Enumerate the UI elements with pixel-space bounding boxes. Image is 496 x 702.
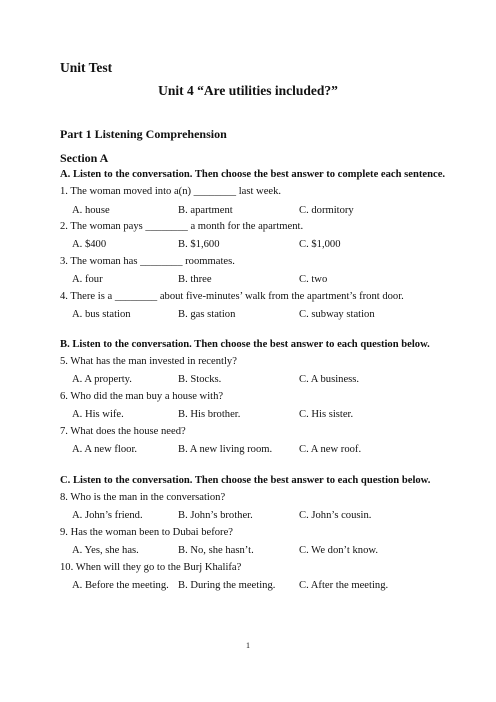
q10-option-a: A. Before the meeting. (72, 580, 169, 591)
q8-option-a: A. John’s friend. (72, 510, 143, 521)
instruction-b: B. Listen to the conversation. Then choose the best answer to each question below. (60, 339, 430, 350)
q2-option-a: A. $400 (72, 239, 107, 250)
q3-option-b: B. three (178, 274, 212, 285)
q5-option-a: A. A property. (72, 374, 132, 385)
q5-option-c: C. A business. (299, 374, 360, 385)
q8-option-c: C. John’s cousin. (299, 510, 372, 521)
q1-option-a: A. house (72, 205, 110, 216)
question-9: 9. Has the woman been to Dubai before? (60, 527, 233, 538)
unit-title: Unit 4 “Are utilities included?” (158, 83, 338, 98)
question-7: 7. What does the house need? (60, 426, 186, 437)
question-3: 3. The woman has ________ roommates. (60, 256, 235, 267)
question-8: 8. Who is the man in the conversation? (60, 492, 226, 503)
question-6: 6. Who did the man buy a house with? (60, 391, 224, 402)
page-number: 1 (246, 641, 250, 650)
q6-option-c: C. His sister. (299, 409, 354, 420)
doc-title: Unit Test (60, 60, 113, 75)
instruction-c: C. Listen to the conversation. Then choose the best answer to each question below. (60, 475, 431, 486)
instruction-a: A. Listen to the conversation. Then choose the best answer to complete each sentence. (60, 169, 446, 180)
q7-option-b: B. A new living room. (178, 444, 273, 455)
part-title: Part 1 Listening Comprehension (60, 127, 227, 141)
q5-option-b: B. Stocks. (178, 374, 222, 385)
q7-option-c: C. A new roof. (299, 444, 362, 455)
question-10: 10. When will they go to the Burj Khalifa? (60, 562, 242, 573)
q10-option-c: C. After the meeting. (299, 580, 389, 591)
q6-option-a: A. His wife. (72, 409, 124, 420)
q3-option-c: C. two (299, 274, 328, 285)
q3-option-a: A. four (72, 274, 103, 285)
q9-option-a: A. Yes, she has. (72, 545, 139, 556)
q4-option-c: C. subway station (299, 309, 375, 320)
q1-option-b: B. apartment (178, 205, 233, 216)
q6-option-b: B. His brother. (178, 409, 241, 420)
question-1: 1. The woman moved into a(n) ________ last week. (60, 186, 282, 197)
q9-option-b: B. No, she hasn’t. (178, 545, 254, 556)
q1-option-c: C. dormitory (299, 205, 354, 216)
q2-option-c: C. $1,000 (299, 239, 341, 250)
question-5: 5. What has the man invested in recently? (60, 356, 237, 367)
q4-option-b: B. gas station (178, 309, 236, 320)
q2-option-b: B. $1,600 (178, 239, 220, 250)
q10-option-b: B. During the meeting. (178, 580, 276, 591)
q4-option-a: A. bus station (72, 309, 131, 320)
question-2: 2. The woman pays ________ a month for the apartment. (60, 221, 304, 232)
question-4: 4. There is a ________ about five-minutes’ walk from the apartment’s front door. (60, 291, 404, 302)
q8-option-b: B. John’s brother. (178, 510, 253, 521)
q7-option-a: A. A new floor. (72, 444, 138, 455)
q9-option-c: C. We don’t know. (299, 545, 378, 556)
section-title: Section A (60, 151, 109, 165)
